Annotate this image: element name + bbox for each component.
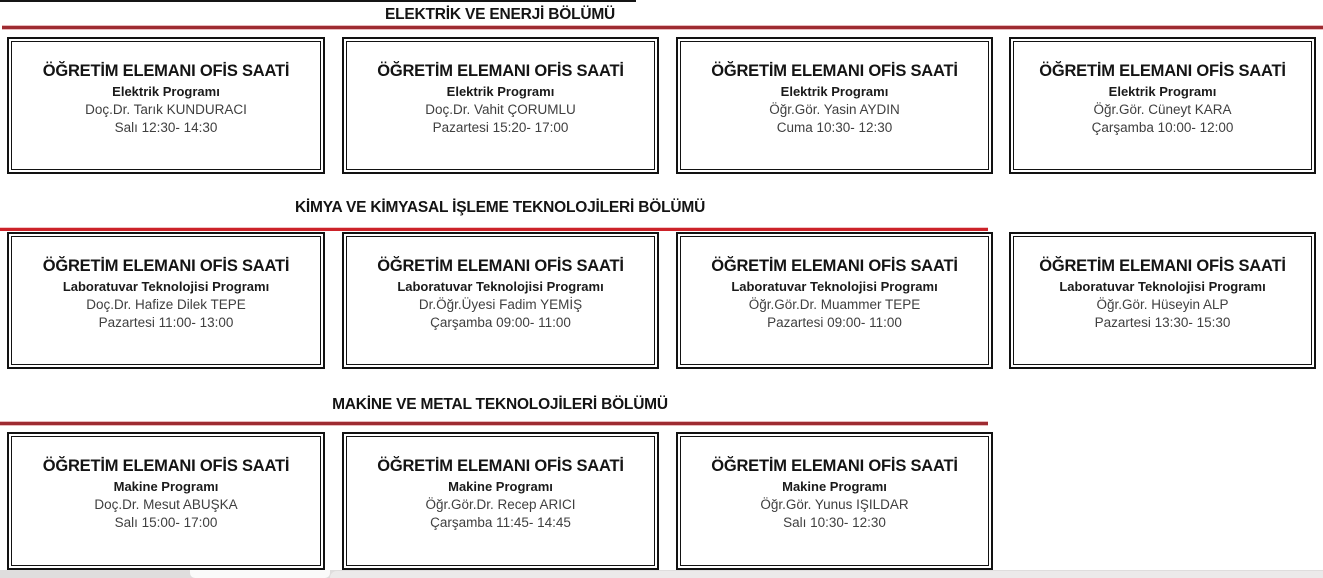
- card-schedule: Pazartesi 13:30- 15:30: [1094, 315, 1231, 330]
- section-title-makine: MAKİNE VE METAL TEKNOLOJİLERİ BÖLÜMÜ: [332, 396, 668, 413]
- card-instructor: Öğr.Gör.Dr. Recep ARICI: [425, 497, 576, 512]
- office-hours-card: [342, 432, 659, 570]
- section-underline-kimya: [0, 228, 988, 231]
- card-instructor: Doç.Dr. Mesut ABUŞKA: [94, 497, 238, 512]
- office-hours-card: [342, 232, 659, 369]
- office-hours-card: [1009, 37, 1316, 174]
- card-inner-border: [680, 236, 989, 365]
- card-schedule: Salı 12:30- 14:30: [114, 120, 218, 135]
- card-schedule: Pazartesi 09:00- 11:00: [767, 315, 902, 330]
- section-title-kimya: KİMYA VE KİMYASAL İŞLEME TEKNOLOJİLERİ BÖLÜMÜ: [294, 199, 706, 216]
- office-hours-card: [342, 37, 659, 174]
- card-program: Laboratuvar Teknolojisi Programı: [1059, 279, 1266, 294]
- card-heading: ÖĞRETİM ELEMANI OFİS SAATİ: [42, 62, 290, 80]
- card-program: Elektrik Programı: [1108, 84, 1217, 99]
- card-schedule: Pazartesi 11:00- 13:00: [98, 315, 234, 330]
- card-instructor: Doç.Dr. Tarık KUNDURACI: [85, 102, 247, 117]
- card-program: Makine Programı: [113, 479, 219, 494]
- card-instructor: Öğr.Gör. Yasin AYDIN: [769, 102, 900, 117]
- card-heading: ÖĞRETİM ELEMANI OFİS SAATİ: [377, 257, 624, 275]
- card-instructor: Öğr.Gör. Hüseyin ALP: [1096, 297, 1229, 312]
- card-heading: ÖĞRETİM ELEMANI OFİS SAATİ: [711, 62, 958, 80]
- card-heading: ÖĞRETİM ELEMANI OFİS SAATİ: [711, 257, 958, 275]
- card-heading: ÖĞRETİM ELEMANI OFİS SAATİ: [1039, 62, 1286, 80]
- card-heading: ÖĞRETİM ELEMANI OFİS SAATİ: [377, 62, 624, 80]
- card-program: Makine Programı: [782, 479, 887, 494]
- office-hours-card: [7, 37, 325, 174]
- card-program: Laboratuvar Teknolojisi Programı: [397, 279, 604, 294]
- top-border-line: [0, 0, 636, 2]
- card-heading: ÖĞRETİM ELEMANI OFİS SAATİ: [377, 457, 624, 475]
- card-inner-border: [680, 41, 989, 170]
- office-hours-card: [676, 432, 993, 570]
- section-title-elektrik: ELEKTRİK VE ENERJİ BÖLÜMÜ: [384, 6, 616, 23]
- card-inner-border: [1013, 236, 1312, 365]
- card-schedule: Pazartesi 15:20- 17:00: [432, 120, 569, 135]
- section-underline-makine: [0, 422, 988, 425]
- card-inner-border: [346, 436, 655, 566]
- card-inner-border: [346, 236, 655, 365]
- card-program: Elektrik Programı: [780, 84, 889, 99]
- card-heading: ÖĞRETİM ELEMANI OFİS SAATİ: [711, 457, 958, 475]
- card-heading: ÖĞRETİM ELEMANI OFİS SAATİ: [42, 457, 290, 475]
- card-heading: ÖĞRETİM ELEMANI OFİS SAATİ: [42, 257, 290, 275]
- card-schedule: Çarşamba 10:00- 12:00: [1091, 120, 1234, 135]
- card-inner-border: [11, 41, 321, 170]
- card-program: Laboratuvar Teknolojisi Programı: [731, 279, 938, 294]
- office-hours-card: [7, 432, 325, 570]
- card-schedule: Çarşamba 11:45- 14:45: [430, 515, 571, 530]
- card-inner-border: [11, 236, 321, 365]
- card-inner-border: [11, 436, 321, 566]
- office-hours-card: [676, 232, 993, 369]
- card-schedule: Cuma 10:30- 12:30: [776, 120, 893, 135]
- card-program: Makine Programı: [448, 479, 553, 494]
- card-schedule: Salı 15:00- 17:00: [114, 515, 218, 530]
- card-instructor: Dr.Öğr.Üyesi Fadim YEMİŞ: [418, 297, 583, 312]
- card-instructor: Öğr.Gör. Cüneyt KARA: [1093, 102, 1232, 117]
- card-program: Elektrik Programı: [446, 84, 555, 99]
- section-underline-elektrik: [2, 26, 1323, 29]
- card-inner-border: [680, 436, 989, 566]
- card-inner-border: [346, 41, 655, 170]
- card-heading: ÖĞRETİM ELEMANI OFİS SAATİ: [1039, 257, 1286, 275]
- office-hours-card: [676, 37, 993, 174]
- card-schedule: Çarşamba 09:00- 11:00: [430, 315, 571, 330]
- card-schedule: Salı 10:30- 12:30: [783, 515, 886, 530]
- card-instructor: Öğr.Gör.Dr. Muammer TEPE: [748, 297, 921, 312]
- office-hours-card: [7, 232, 325, 369]
- card-instructor: Öğr.Gör. Yunus IŞILDAR: [760, 497, 909, 512]
- card-program: Elektrik Programı: [112, 84, 220, 99]
- bottom-scrollbar-panel: [330, 571, 1323, 578]
- bottom-scrollbar-thumb[interactable]: [190, 570, 330, 578]
- card-instructor: Doç.Dr. Hafize Dilek TEPE: [86, 297, 246, 312]
- card-instructor: Doç.Dr. Vahit ÇORUMLU: [425, 102, 576, 117]
- office-hours-card: [1009, 232, 1316, 369]
- card-inner-border: [1013, 41, 1312, 170]
- card-program: Laboratuvar Teknolojisi Programı: [62, 279, 270, 294]
